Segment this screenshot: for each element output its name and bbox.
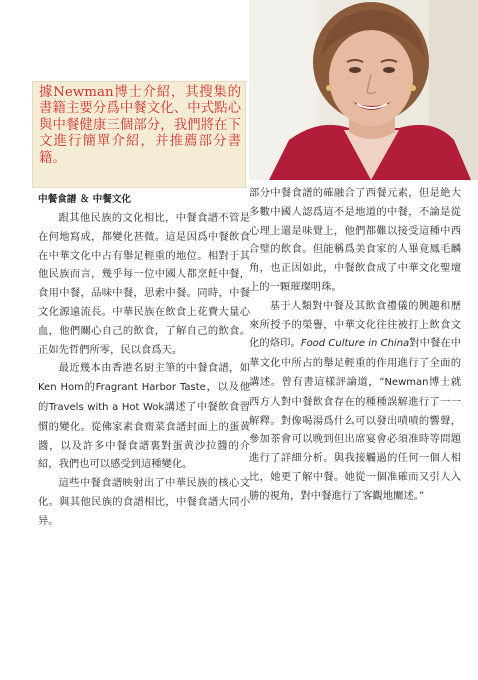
body-paragraph: 這些中餐食譜映射出了中華民族的核心文化。與其他民族的食譜相比，中餐食譜大同小异。 <box>38 477 250 527</box>
body-paragraph: 跟其他民族的文化相比，中餐食譜不管是在何地寫成，都變化甚微。這是因爲中餐飲食在中華文化中占有舉足輕重的地位。相對于其他民族而言，幾乎每一位中國人都烹飪中餐，食用中餐，品味中餐，思索中餐。同時，中餐文化源遠流長。中華民族在飲食上花費大量心血，他們關心自己的飲食，了解自己的飲食。正如先哲們所零，民以食爲天。 <box>38 212 250 356</box>
pull-quote-text: 據Newman博士介紹，其搜集的書籍主要分爲中餐文化、中式點心與中餐健康三個部分，我們將在下文進行簡單介紹，并推薦部分書籍。 <box>39 85 241 166</box>
article-right-column <box>249 184 461 506</box>
portrait-illustration <box>249 0 478 180</box>
article-left-column <box>38 191 250 531</box>
section-subheading: 中餐食譜 ＆ 中餐文化 <box>38 194 132 205</box>
portrait-photo <box>249 0 478 180</box>
body-paragraph: 部分中餐食譜的確融合了西餐元素，但是絶大多數中國人認爲這不是地道的中餐，不論是從心理上還是味覺上，他們都難以接受這種中西合璧的飲食。但能稱爲美食家的人畢竟鳳毛麟角，也正因如此，中餐飲食成了中華文化聖壇上的一顆璀璨明珠。 <box>249 187 461 293</box>
right-body <box>249 184 461 506</box>
left-body <box>38 209 250 531</box>
body-paragraph: 最近幾本由香港名厨主筆的中餐食譜，如Ken Hom的Fragrant Harbor Taste，以及他的Travels with a Hot Wok講述了中餐飲食習慣的變化。從佛家素食齋菜食譜封面上的蛋黄醬，以及許多中餐食譜裏對蛋黄沙拉醬的介紹，我們也可以感受到這種變化。 <box>38 362 251 471</box>
pull-quote <box>32 81 246 188</box>
body-paragraph: 基于人類對中餐及其飲食禮儀的興趣和歷來所授予的榮譽，中華文化往往被打上飲食文化的烙印。Food Culture in China對中餐在中華文化中所占的舉足輕重的作用進行了全面的講述。曾有書這樣評論道，“Newman博士就西方人對中餐飲食存在的種種誤解進行了一一解釋。對像喝湯爲什么可以發出嘖嘖的響聲，參加茶會可以晚到但出席宴會必須准時等問題進行了詳細分析。與我接觸過的任何一個人相比，她更了解中餐。她從一個准確而又引人入勝的視角，對中餐進行了客觀地闡述。” <box>249 299 462 502</box>
